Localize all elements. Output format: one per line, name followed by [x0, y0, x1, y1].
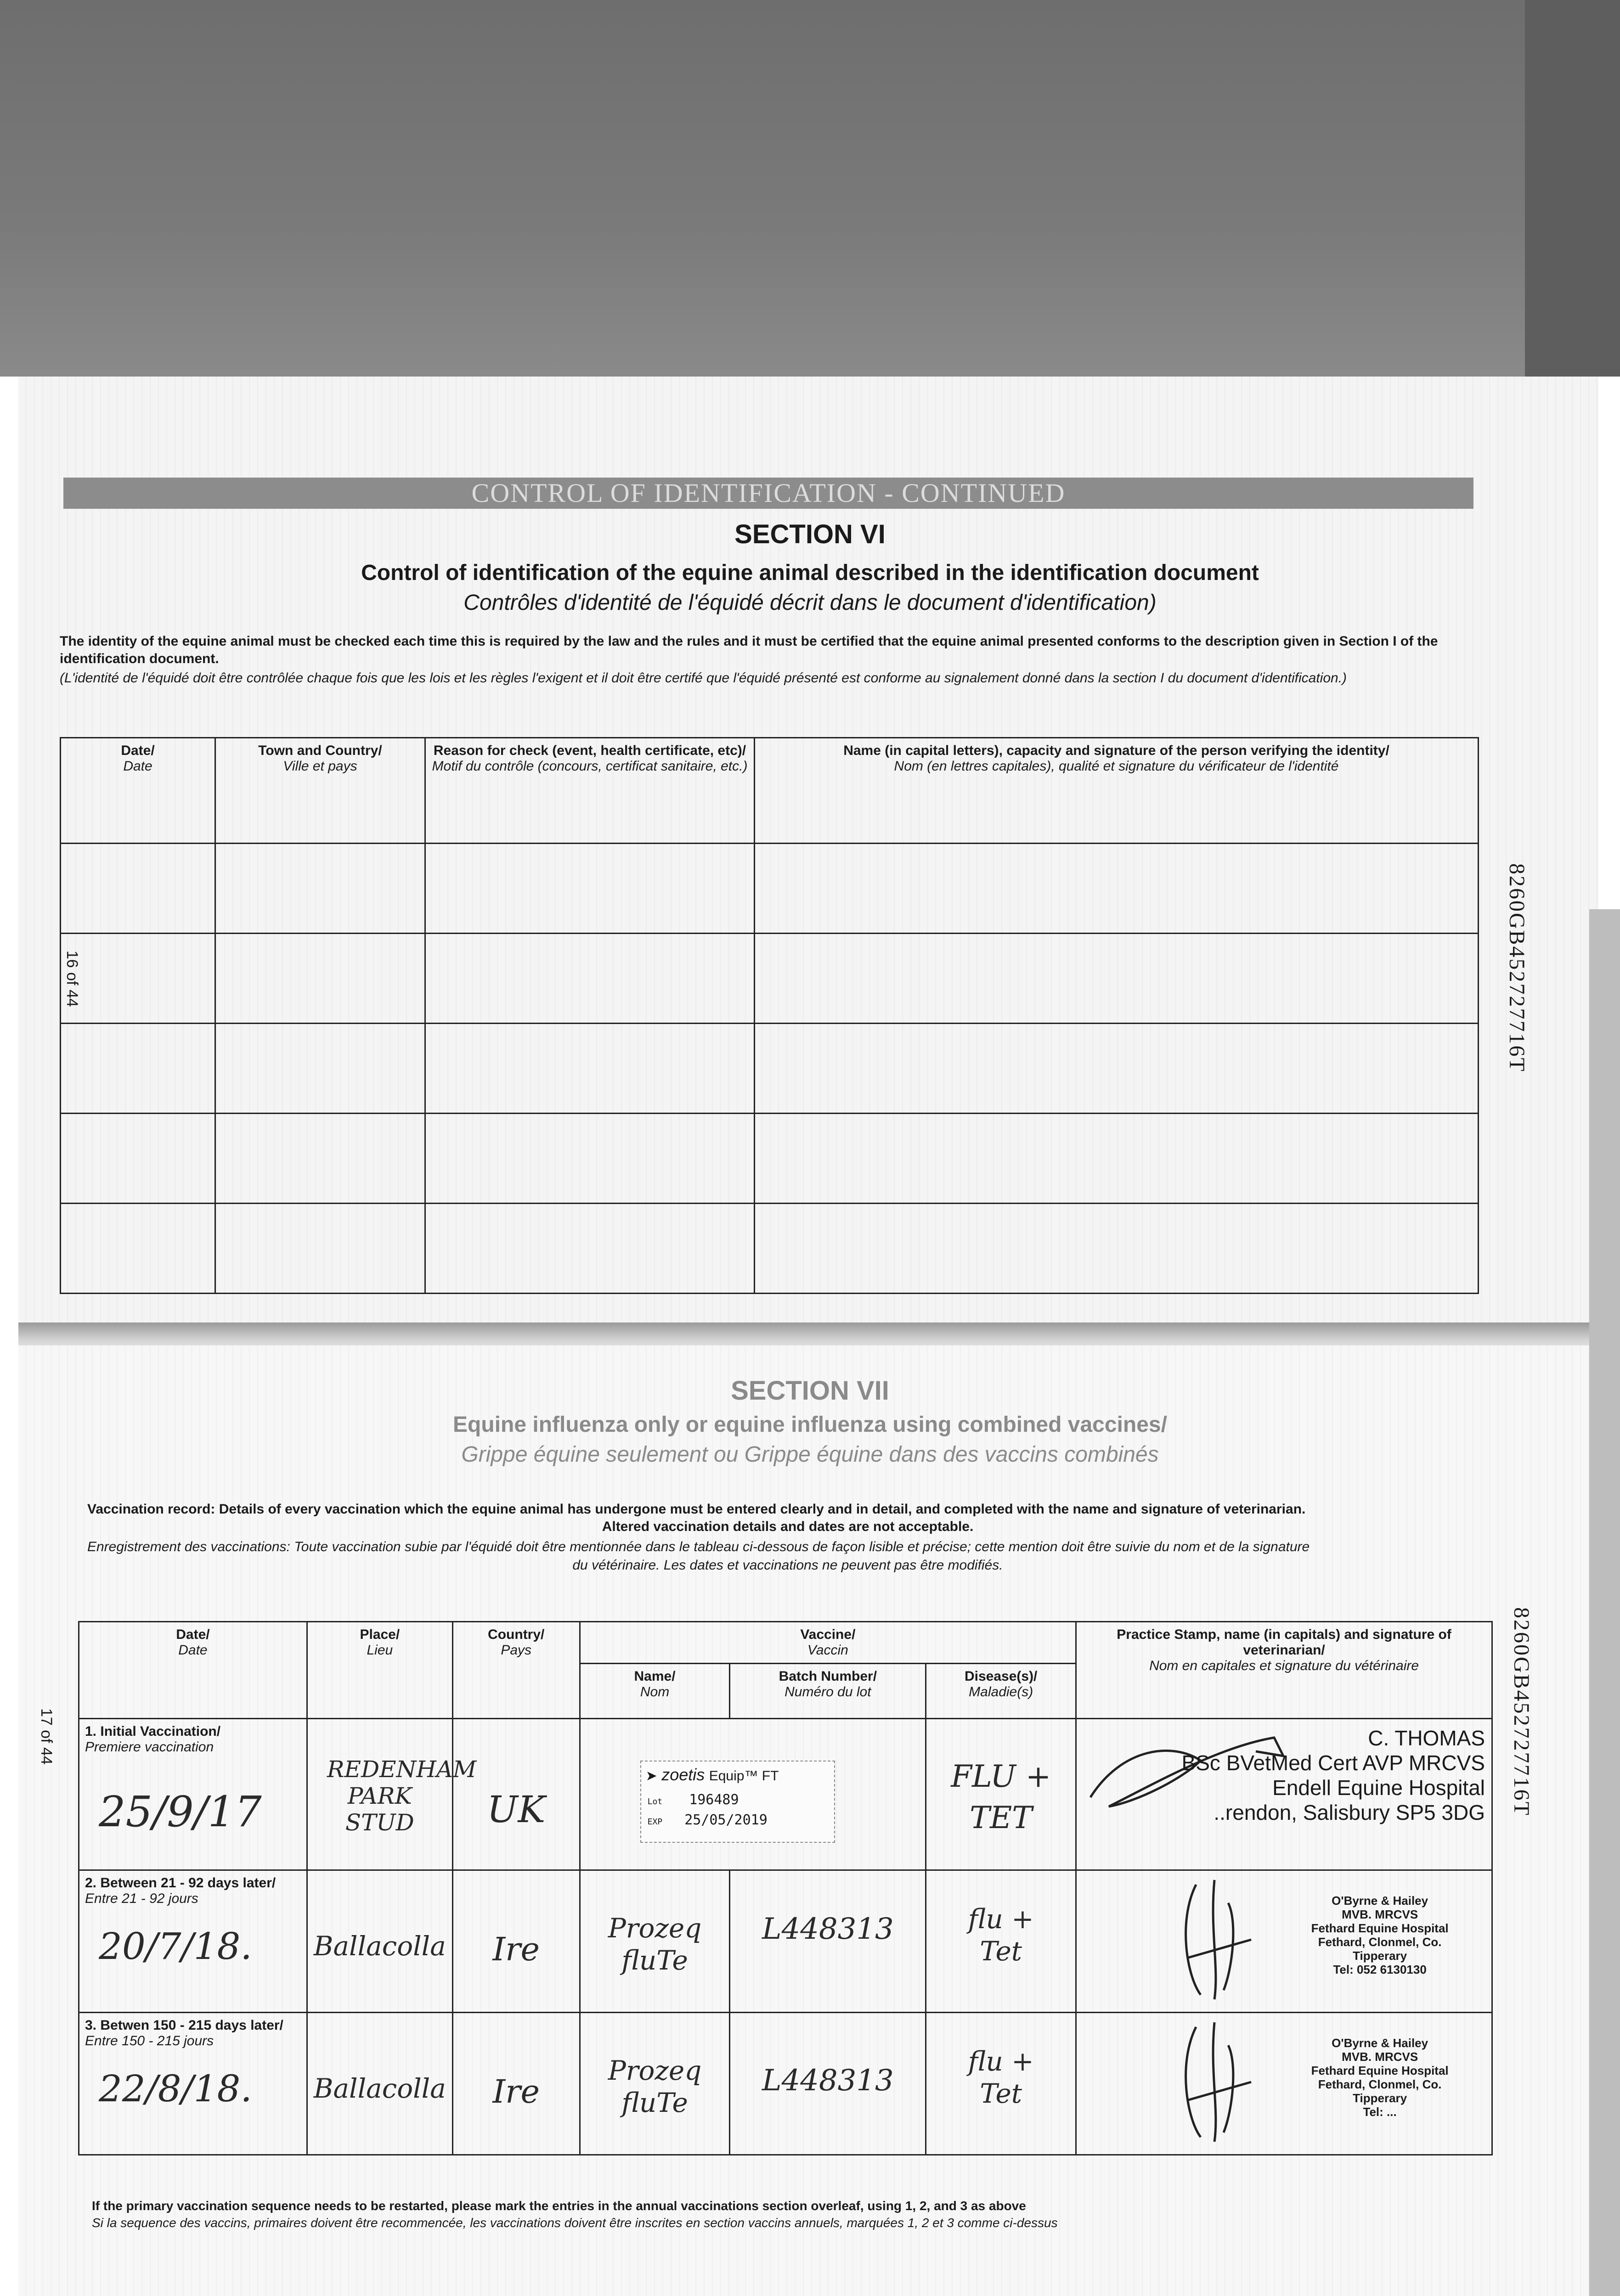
stamp-line: Fethard, Clonmel, Co. Tipperary	[1318, 2077, 1442, 2105]
stamp-practice-address: ..rendon, Salisbury SP5 3DG	[1214, 1801, 1485, 1824]
stamp-line: MVB. MRCVS	[1342, 2050, 1418, 2064]
row2-signature	[1159, 1875, 1288, 2004]
row3-stamp-cell	[1076, 2013, 1492, 2155]
section-vi-instructions-fr: (L'identité de l'équidé doit être contrôlée chaque fois que les lois et les règles l'exigent et il doit être certifé que l'équidé présenté est conforme au signalement donné dans la section I du document d'identification.)	[60, 670, 1347, 686]
row3-disease: flu + Tet	[968, 2046, 1034, 2109]
table-row	[79, 2013, 1492, 2155]
stamp-practice-name: Endell Equine Hospital	[1272, 1776, 1485, 1800]
header-reason: Reason for check (event, health certificate, etc)/ Motif du contrôle (concours, certificat sanitaire, etc.)	[425, 738, 755, 844]
table-row	[79, 1870, 1492, 2013]
row2-date: 20/7/18.	[99, 1925, 252, 1968]
sticker-exp-label: EXP	[647, 1817, 663, 1827]
row2-disease: flu + Tet	[968, 1903, 1034, 1967]
row3-country: Ire	[492, 2073, 540, 2110]
row2-place-cell	[307, 1870, 452, 2013]
row3-batch: L448313	[762, 2064, 894, 2098]
stamp-line: Fethard Equine Hospital	[1311, 2064, 1449, 2077]
section-vi-title: Control of identification of the equine animal described in the identification document	[361, 561, 1259, 585]
restart-note: If the primary vaccination sequence needs to be restarted, please mark the entries in the annual vaccinations section overleaf, using 1, 2, and 3 as above	[92, 2199, 1026, 2213]
row3-vaccine-name: Prozeq fluTe	[608, 2055, 702, 2118]
stamp-line: O'Byrne & Hailey	[1332, 2036, 1428, 2050]
row2-batch-cell	[730, 1870, 926, 2013]
page-number-17: 17 of 44	[38, 1708, 55, 1765]
row1-disease: FLU + TET	[951, 1759, 1051, 1835]
table-row	[79, 1719, 1492, 1870]
header-practice-stamp: Practice Stamp, name (in capitals) and signature of veterinarian/ Nom en capitales et signature du vétérinaire	[1076, 1622, 1492, 1719]
row3-date: 22/8/18.	[99, 2067, 252, 2110]
table-row	[61, 1204, 1479, 1294]
row1-place-cell	[307, 1719, 477, 1870]
header-date: Date/ Date	[61, 738, 215, 844]
passport-number-upper: 8260GB452727716T	[1505, 863, 1529, 1073]
sticker-exp: 25/05/2019	[684, 1812, 768, 1828]
section-vi-instructions: The identity of the equine animal must be checked each time this is required by the law and the rules and it must be certified that the equine animal presented conforms to the description given in Section I of the identification document.	[60, 634, 1438, 666]
row1-disease-cell	[926, 1719, 1076, 1870]
header-country: Country/ Pays	[452, 1622, 580, 1719]
header-disease: Disease(s)/ Maladie(s)	[926, 1664, 1076, 1719]
row2-date-cell: 2. Between 21 - 92 days later/ Entre 21 - 92 jours 20/7/18.	[79, 1870, 307, 2013]
stamp-line: Fethard, Clonmel, Co. Tipperary	[1318, 1935, 1442, 1963]
identification-check-table	[60, 737, 1479, 1294]
sticker-lot-label: Lot	[647, 1797, 663, 1806]
row3-place: Ballacolla	[313, 2073, 446, 2104]
header-batch: Batch Number/ Numéro du lot	[730, 1664, 926, 1719]
stamp-line: Tel: 052 6130130	[1333, 1963, 1427, 1976]
table-row	[61, 1114, 1479, 1204]
sticker-product: Equip™ FT	[709, 1768, 779, 1784]
row2-name-cell	[580, 1870, 730, 2013]
passport-number-lower: 8260GB452727716T	[1509, 1607, 1534, 1817]
section-vii-title-fr: Grippe équine seulement ou Grippe équine dans des vaccins combinés	[461, 1442, 1159, 1467]
table-row	[61, 934, 1479, 1024]
section-vii-heading: SECTION VII	[731, 1376, 889, 1406]
stamp-line: Fethard Equine Hospital	[1311, 1921, 1449, 1935]
sticker-arrow-icon: ➤	[645, 1768, 657, 1784]
row1-date-cell: 1. Initial Vaccination/ Premiere vaccination 25/9/17	[79, 1719, 307, 1870]
vaccination-record-note-fr: du vétérinaire. Les dates et vaccinations ne peuvent pas être modifiés.	[572, 1558, 1003, 1573]
vaccination-record-note: Altered vaccination details and dates are not acceptable.	[602, 1519, 974, 1534]
row1-country-cell	[452, 1719, 580, 1870]
row2-country-cell	[452, 1870, 580, 2013]
row1-vaccine-cell	[580, 1719, 926, 1870]
sticker-lot: 196489	[689, 1792, 739, 1808]
stamp-line: O'Byrne & Hailey	[1332, 1894, 1428, 1908]
vaccine-sticker	[640, 1761, 835, 1843]
row2-stamp-cell	[1076, 1870, 1492, 2013]
stamp-vet-name: C. THOMAS	[1368, 1726, 1485, 1750]
header-town-country: Town and Country/ Ville et pays	[215, 738, 425, 844]
vaccination-table	[78, 1621, 1493, 2155]
section-vi-title-fr: Contrôles d'identité de l'équidé décrit dans le document d'identification)	[463, 591, 1157, 615]
section-vii-title: Equine influenza only or equine influenza using combined vaccines/	[453, 1412, 1167, 1437]
section-banner: CONTROL OF IDENTIFICATION - CONTINUED	[63, 478, 1473, 509]
scan-background	[0, 0, 1620, 377]
section-vi-heading: SECTION VI	[734, 519, 886, 549]
vaccination-record-instructions-fr: Enregistrement des vaccinations: Toute vaccination subie par l'équidé doit être mentionnée dans le tableau ci-dessous de façon lisible et précise; cette mention doit être suivie du nom et de la signature	[87, 1539, 1310, 1554]
row2-batch: L448313	[762, 1912, 894, 1946]
sticker-brand: zoetis	[661, 1765, 705, 1784]
row1-stamp-cell	[1076, 1719, 1492, 1870]
row2-disease-cell	[926, 1870, 1076, 2013]
row2-country: Ire	[492, 1930, 540, 1968]
row3-place-cell	[307, 2013, 452, 2155]
header-date: Date/ Date	[79, 1622, 307, 1719]
row3-disease-cell	[926, 2013, 1076, 2155]
header-vaccine-name: Name/ Nom	[580, 1664, 730, 1719]
page-edge-shadow	[1589, 909, 1620, 2296]
page-number-16: 16 of 44	[63, 951, 81, 1007]
row3-name-cell	[580, 2013, 730, 2155]
header-vaccine: Vaccine/ Vaccin	[580, 1622, 1076, 1664]
stamp-line: Tel: ...	[1363, 2105, 1397, 2119]
row2-vaccine-name: Prozeq fluTe	[608, 1913, 702, 1976]
row3-signature	[1159, 2018, 1288, 2146]
table-row	[61, 844, 1479, 934]
vaccination-record-instructions: Vaccination record: Details of every vaccination which the equine animal has undergone must be entered clearly and in detail, and completed with the name and signature of veterinarian.	[87, 1502, 1306, 1517]
row2-place: Ballacolla	[313, 1930, 446, 1962]
row3-country-cell	[452, 2013, 580, 2155]
header-place: Place/ Lieu	[307, 1622, 452, 1719]
stamp-line: MVB. MRCVS	[1342, 1908, 1418, 1921]
table-row	[61, 1024, 1479, 1114]
row3-batch-cell	[730, 2013, 926, 2155]
row1-country: UK	[487, 1788, 546, 1831]
row3-date-cell: 3. Betwen 150 - 215 days later/ Entre 150 - 215 jours 22/8/18.	[79, 2013, 307, 2155]
header-verifier: Name (in capital letters), capacity and signature of the person verifying the identity/ Nom (en lettres capitales), qualité et signature du vérificateur de l'identité	[755, 738, 1479, 844]
restart-note-fr: Si la sequence des vaccins, primaires doivent être recommencée, les vaccinations doivent être inscrites en section vaccins annuels, marquées 1, 2 et 3 comme ci-dessus	[92, 2216, 1058, 2230]
stamp-vet-qualifications: BSc BVetMed Cert AVP MRCVS	[1181, 1751, 1485, 1775]
row1-date: 25/9/17	[99, 1787, 262, 1836]
row1-place: REDENHAM PARK STUD	[327, 1756, 477, 1836]
